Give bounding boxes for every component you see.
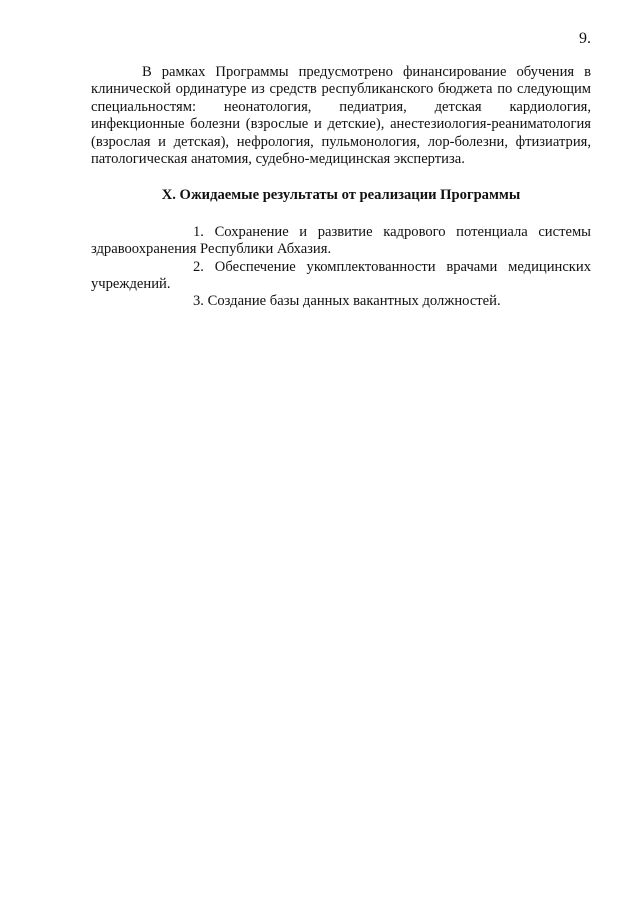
- intro-paragraph: В рамках Программы предусмотрено финансирование обучения в клинической ординатуре из средств республиканского бюджета по следующим специальностям: неонатология, педиатрия, детская кардиология, инфекционные болезни (взрослые и детские), анестезиология-реаниматология (взрослая и детская), нефрология, пульмонология, лор-болезни, фтизиатрия, патологическая анатомия, судебно-медицинская экспертиза.: [91, 64, 591, 168]
- list-item: [91, 259, 591, 294]
- list-item-text: Обеспечение укомплектованности врачами медицинских учреждений.: [91, 258, 591, 293]
- list-item: [91, 293, 591, 310]
- section-heading: X. Ожидаемые результаты от реализации Программы: [161, 187, 521, 204]
- list-item-number: 1.: [193, 223, 204, 240]
- list-item-number: 3.: [193, 293, 204, 310]
- results-list: [91, 224, 591, 311]
- list-item-text: Создание базы данных вакантных должностей.: [207, 293, 501, 310]
- list-item: [91, 224, 591, 259]
- document-body: [91, 64, 591, 311]
- list-item-text: Сохранение и развитие кадрового потенциала системы здравоохранения Республики Абхазия.: [91, 223, 591, 258]
- list-item-number: 2.: [193, 258, 204, 275]
- page-number: 9.: [579, 30, 591, 47]
